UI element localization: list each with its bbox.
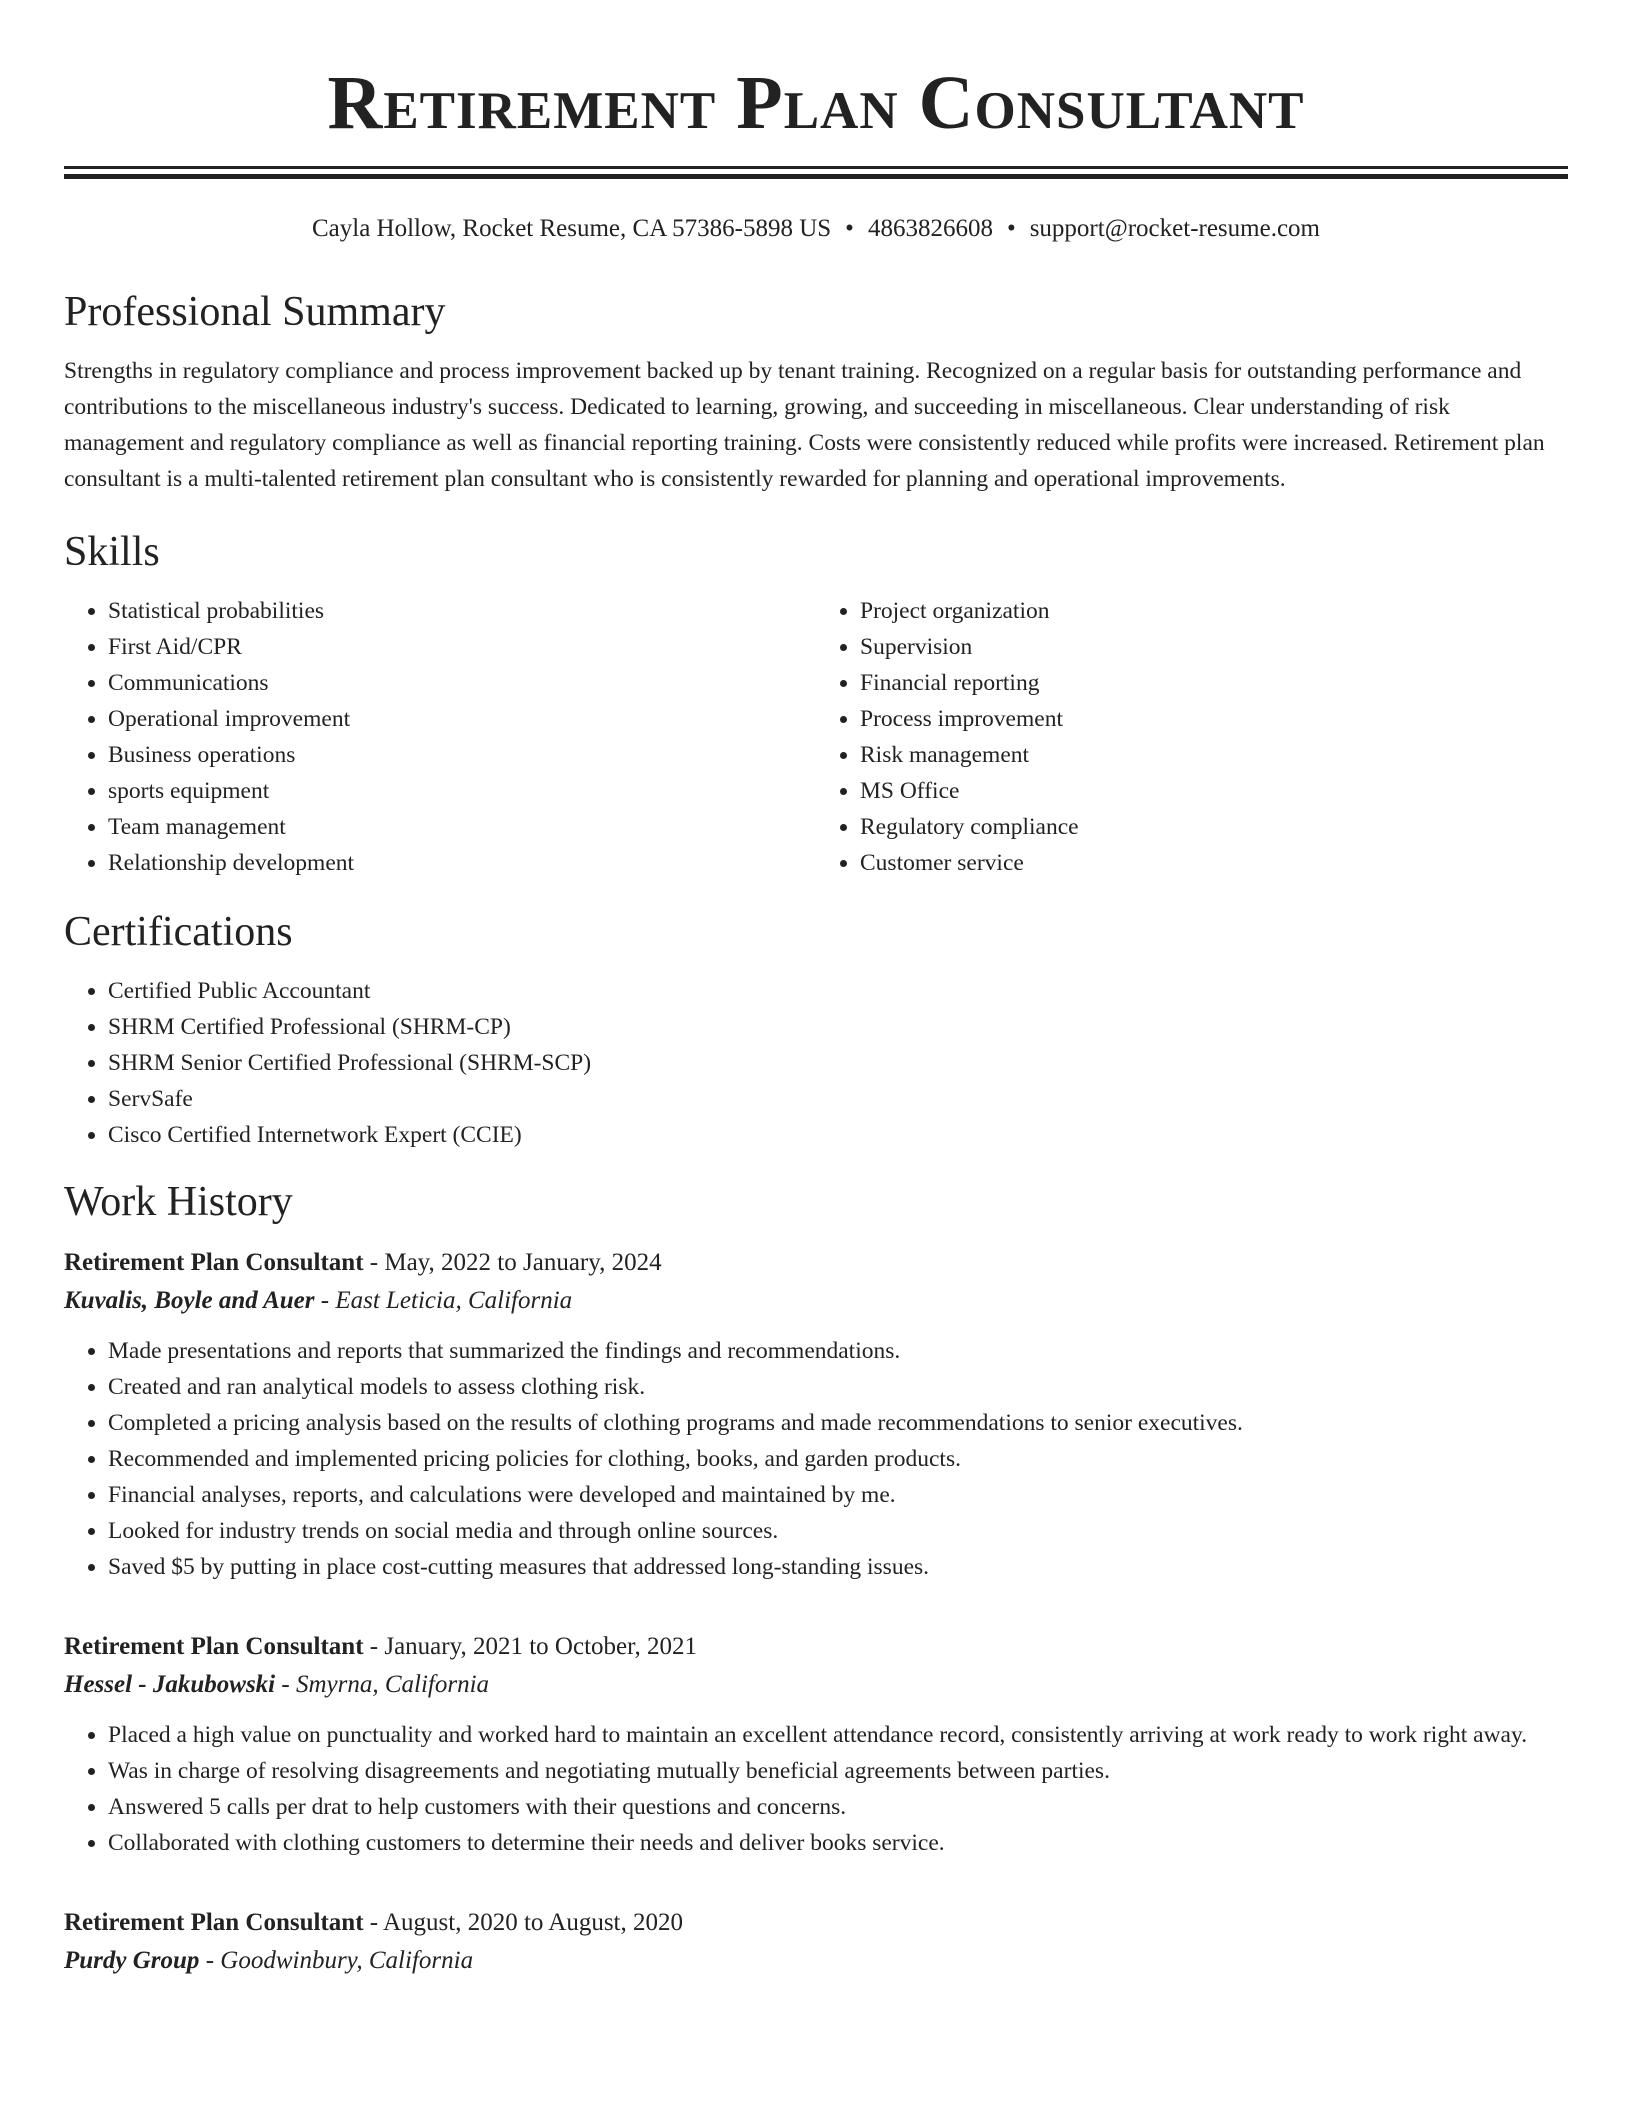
skill-item: • sports equipment	[108, 773, 816, 809]
skills-list-right	[816, 593, 1568, 881]
skill-item: • Team management	[108, 809, 816, 845]
skills-heading: Skills	[64, 529, 160, 575]
contact-separator: •	[1006, 215, 1016, 242]
job-bullet: • Financial analyses, reports, and calculations were developed and maintained by me.	[108, 1477, 1568, 1513]
job-dates: - May, 2022 to January, 2024	[363, 1249, 662, 1276]
skill-item: • Relationship development	[108, 845, 816, 881]
job-bullets	[64, 1717, 1568, 1861]
certification-item: • Certified Public Accountant	[108, 973, 1568, 1009]
job-title-line	[64, 1905, 1568, 1941]
job-bullet: • Recommended and implemented pricing policies for clothing, books, and garden products.	[108, 1441, 1568, 1477]
skill-item: • First Aid/CPR	[108, 629, 816, 665]
job-location: - Goodwinbury, California	[199, 1947, 474, 1974]
resume-title: Retirement Plan Consultant	[327, 61, 1305, 145]
skill-item: • Business operations	[108, 737, 816, 773]
certifications-list	[64, 973, 1568, 1153]
job-bullet: • Saved $5 by putting in place cost-cutting measures that addressed long-standing issues.	[108, 1549, 1568, 1585]
job-entry	[64, 1245, 1568, 1585]
certification-item: • SHRM Senior Certified Professional (SHRM-SCP)	[108, 1045, 1568, 1081]
job-entry	[64, 1905, 1568, 1981]
skills-list-left	[64, 593, 816, 881]
title-divider	[64, 166, 1568, 179]
job-title-line	[64, 1629, 1568, 1665]
skill-item: • Communications	[108, 665, 816, 701]
certification-item: • SHRM Certified Professional (SHRM-CP)	[108, 1009, 1568, 1045]
job-entry	[64, 1629, 1568, 1861]
job-bullet: • Answered 5 calls per drat to help customers with their questions and concerns.	[108, 1789, 1568, 1825]
certification-item: • ServSafe	[108, 1081, 1568, 1117]
contact-info	[64, 213, 1568, 245]
job-title: Retirement Plan Consultant	[64, 1249, 364, 1276]
contact-separator: •	[845, 215, 854, 242]
skill-item: • Risk management	[860, 737, 1568, 773]
job-company: Purdy Group	[64, 1947, 200, 1974]
job-location: - Smyrna, California	[275, 1671, 490, 1698]
certification-item: • Cisco Certified Internetwork Expert (CCIE)	[108, 1117, 1568, 1153]
job-dates: - January, 2021 to October, 2021	[363, 1633, 697, 1660]
skill-item: • Customer service	[860, 845, 1568, 881]
job-bullet: • Placed a high value on punctuality and worked hard to maintain an excellent attendance record, consistently arriving at work ready to work right away.	[108, 1717, 1568, 1753]
job-bullet: • Made presentations and reports that summarized the findings and recommendations.	[108, 1333, 1568, 1369]
skills-columns	[64, 593, 1568, 881]
job-title: Retirement Plan Consultant	[64, 1633, 364, 1660]
certifications-heading: Certifications	[64, 909, 293, 955]
job-bullets	[64, 1333, 1568, 1585]
job-bullet: • Collaborated with clothing customers to determine their needs and deliver books service.	[108, 1825, 1568, 1861]
job-bullet: • Completed a pricing analysis based on the results of clothing programs and made recommendations to senior executives.	[108, 1405, 1568, 1441]
skill-item: • Supervision	[860, 629, 1568, 665]
contact-address: Cayla Hollow, Rocket Resume, CA 57386-5898 US	[311, 215, 832, 242]
job-location: - East Leticia, California	[314, 1287, 573, 1314]
skill-item: • Regulatory compliance	[860, 809, 1568, 845]
job-company-line	[64, 1665, 1568, 1705]
skill-item: • Project organization	[860, 593, 1568, 629]
contact-email: support@rocket-resume.com	[1029, 215, 1320, 242]
summary-heading: Professional Summary	[64, 289, 446, 335]
job-company-line	[64, 1281, 1568, 1321]
job-company: Hessel - Jakubowski	[64, 1671, 276, 1698]
job-bullet: • Looked for industry trends on social media and through online sources.	[108, 1513, 1568, 1549]
contact-phone: 4863826608	[867, 215, 993, 242]
job-company: Kuvalis, Boyle and Auer	[64, 1287, 315, 1314]
job-title-line	[64, 1245, 1568, 1281]
skill-item: • Process improvement	[860, 701, 1568, 737]
job-company-line	[64, 1941, 1568, 1981]
skill-item: • Financial reporting	[860, 665, 1568, 701]
skill-item: • MS Office	[860, 773, 1568, 809]
job-bullet: • Created and ran analytical models to assess clothing risk.	[108, 1369, 1568, 1405]
job-dates: - August, 2020 to August, 2020	[363, 1909, 684, 1936]
summary-text: Strengths in regulatory compliance and process improvement backed up by tenant training. Recognized on a regular basis for outstanding performance and contributions to the miscellaneous industry's success. Dedicated to learning, growing, and succeeding in miscellaneous. Clear understanding of risk management and regulatory compliance as well as financial reporting training. Costs were consistently reduced while profits were increased. Retirement plan consultant is a multi-talented retirement plan consultant who is consistently rewarded for planning and operational improvements.	[64, 358, 1545, 492]
skill-item: • Operational improvement	[108, 701, 816, 737]
work-history-heading: Work History	[64, 1179, 293, 1225]
skill-item: • Statistical probabilities	[108, 593, 816, 629]
job-title: Retirement Plan Consultant	[64, 1909, 364, 1936]
job-bullet: • Was in charge of resolving disagreements and negotiating mutually beneficial agreements between parties.	[108, 1753, 1568, 1789]
